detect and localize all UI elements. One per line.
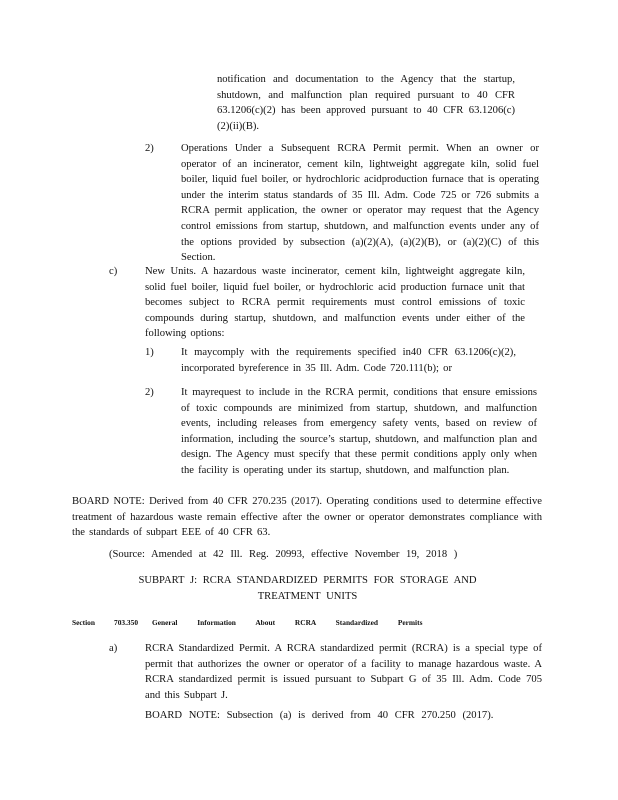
continuation-paragraph: notification and documentation to the Agency that the startup, shutdown, and malfunction plan required pursuant to 40 CFR 63.1206(c)(2) has been approved pursuant to 40 CFR 63.1206(c)(2)(ii)(B). xyxy=(217,74,515,132)
section-title: General Information About RCRA Standardized Permits xyxy=(152,618,423,627)
item-c-label: c) xyxy=(109,266,118,277)
item-c1-text: It maycomply with the requirements specified in40 CFR 63.1206(c)(2), incorporated byreference in 35 Ill. Adm. Code 720.111(b); or xyxy=(181,347,516,374)
item-b2-label: 2) xyxy=(145,143,154,154)
item-c-text: New Units. A hazardous waste incinerator, cement kiln, lightweight aggregate kiln, solid fuel boiler, liquid fuel boiler, or hydrochloric acid production furnace unit that becomes subject to RCRA permit requirements must control emissions of toxic compounds during startup, shutdown, and malfunction events under either of the following options: xyxy=(145,266,525,340)
item-c2-label: 2) xyxy=(145,387,154,398)
item-b2-text: Operations Under a Subsequent RCRA Permit permit. When an owner or operator of an incinerator, cement kiln, lightweight aggregate kiln, solid fuel boiler, liquid fuel boiler, or hydrochloric acidproduction furnace that is operating under the interim status standards of 35 Ill. Adm. Code 725 or 726 submits a RCRA permit application, the owner or operator may request that the Agency control emissions from startup, shutdown, and malfunction events under any of the options provided by subsection (a)(2)(A), (a)(2)(B), or (a)(2)(C) of this Section. xyxy=(181,143,539,264)
source-note: (Source: Amended at 42 Ill. Reg. 20993, effective November 19, 2018 ) xyxy=(109,549,458,560)
board-note-2: BOARD NOTE: Subsection (a) is derived from 40 CFR 270.250 (2017). xyxy=(145,710,494,721)
item-c1-label: 1) xyxy=(145,347,154,358)
section-word: Section xyxy=(72,618,95,627)
item-a-label: a) xyxy=(109,643,118,654)
board-note-1: BOARD NOTE: Derived from 40 CFR 270.235 (2017). Operating conditions used to determine effective treatment of hazardous waste remain effective after the owner or operator demonstrates compliance with the standards of subpart EEE of 40 CFR 63. xyxy=(72,496,542,539)
subpart-heading: SUBPART J: RCRA STANDARDIZED PERMITS FOR STORAGE AND TREATMENT UNITS xyxy=(138,575,477,602)
item-a-text: RCRA Standardized Permit. A RCRA standardized permit (RCRA) is a special type of permit that authorizes the owner or operator of a facility to manage hazardous waste. A RCRA standardized permit is issued pursuant to Subpart G of 35 Ill. Adm. Code 705 and this Subpart J. xyxy=(145,643,542,701)
item-c2-text: It mayrequest to include in the RCRA permit, conditions that ensure emissions of toxic compounds are minimized from startup, shutdown, and malfunction events, including releases from emergency safety vents, based on review of information, including the source’s startup, shutdown, and malfunction plan and design. The Agency must specify that these permit conditions apply only when the facility is operating under its startup, shutdown, and malfunction plan. xyxy=(181,387,537,476)
section-number: 703.350 xyxy=(114,618,139,627)
